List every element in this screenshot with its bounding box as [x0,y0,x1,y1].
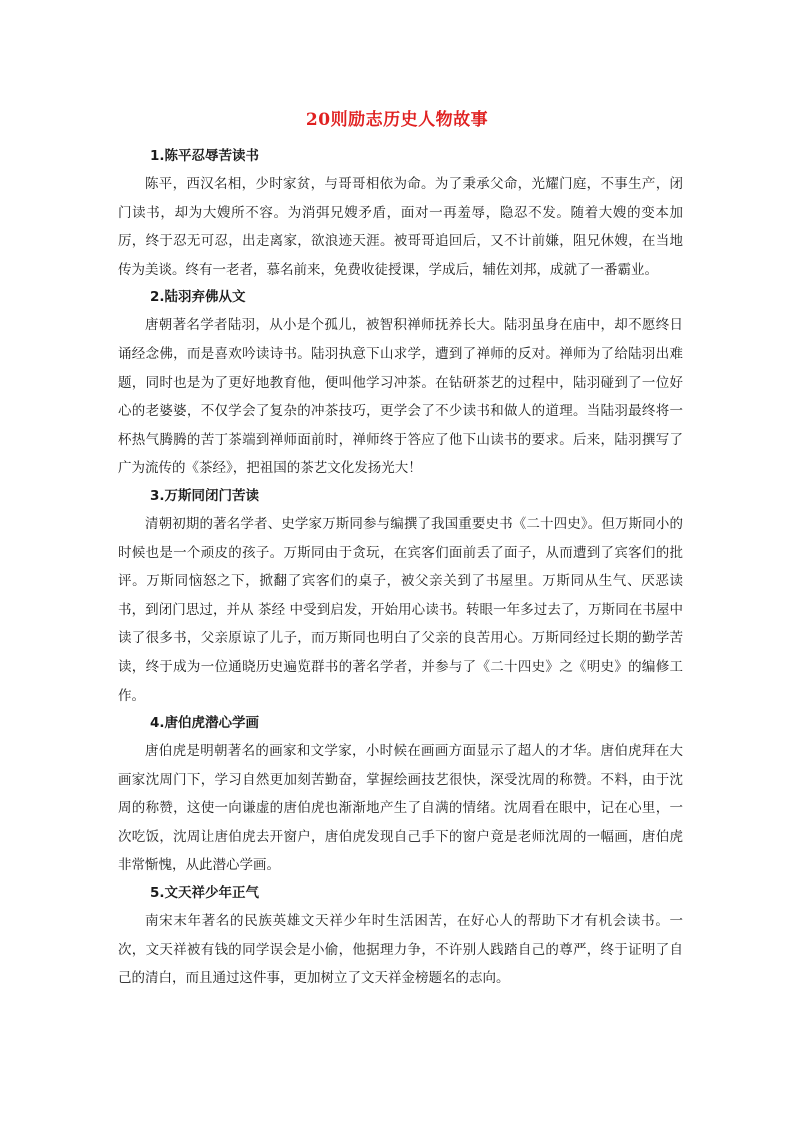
section-heading: 2.陆羽弃佛从文 [150,289,246,306]
section-paragraph: 唐伯虎是明朝著名的画家和文学家，小时候在画画方面显示了超人的才华。唐伯虎拜在大画家沈周门下，学习自然更加刻苦勤奋，掌握绘画技艺很快，深受沈周的称赞。不料，由于沈周的称赞，这使一向谦虚的唐伯虎也渐渐地产生了自满的情绪。沈周看在眼中，记在心里，一次吃饭，沈周让唐伯虎去开窗户，唐伯虎发现自己手下的窗户竟是老师沈周的一幅画，唐伯虎非常惭愧，从此潜心学画。 [118,743,683,874]
section [118,713,683,880]
document-body [118,146,683,996]
section [118,486,683,710]
section [118,146,683,284]
section-heading: 5.文天祥少年正气 [150,885,260,902]
section-paragraph: 清朝初期的著名学者、史学家万斯同参与编撰了我国重要史书《二十四史》。但万斯同小的时候也是一个顽皮的孩子。万斯同由于贪玩，在宾客们面前丢了面子，从而遭到了宾客们的批评。万斯同恼怒之下，掀翻了宾客们的桌子，被父亲关到了书屋里。万斯同从生气、厌恶读书，到闭门思过，并从 茶经 中受到启发，开始用心读书。转眼一年多过去了，万斯同在书屋中读了很多书，父亲原谅了儿子，而万斯同也明白了父亲的良苦用心。万斯同经过长期的勤学苦读，终于成为一位通晓历史遍览群书的著名学者，并参与了《二十四史》之《明史》的编修工作。 [118,515,683,704]
document-title: 20则励志历史人物故事 [305,110,489,130]
section [118,883,683,993]
section-paragraph: 唐朝著名学者陆羽，从小是个孤儿，被智积禅师抚养长大。陆羽虽身在庙中，却不愿终日诵经念佛，而是喜欢吟读诗书。陆羽执意下山求学，遭到了禅师的反对。禅师为了给陆羽出难题，同时也是为了更好地教育他，便叫他学习冲茶。在钻研茶艺的过程中，陆羽碰到了一位好心的老婆婆，不仅学会了复杂的冲茶技巧，更学会了不少读书和做人的道理。当陆羽最终将一杯热气腾腾的苦丁茶端到禅师面前时，禅师终于答应了他下山读书的要求。后来，陆羽撰写了广为流传的《茶经》，把祖国的茶艺文化发扬光大！ [118,317,683,477]
section-paragraph: 南宋末年著名的民族英雄文天祥少年时生活困苦，在好心人的帮助下才有机会读书。一次，文天祥被有钱的同学误会是小偷，他据理力争，不许别人践踏自己的尊严，终于证明了自己的清白，而且通过这件事，更加树立了文天祥金榜题名的志向。 [118,913,683,987]
section-heading: 4.唐伯虎潜心学画 [150,715,260,732]
section-heading: 1.陈平忍辱苦读书 [150,148,260,164]
section-heading: 3.万斯同闭门苦读 [150,487,260,504]
section [118,287,683,483]
section-paragraph: 陈平，西汉名相，少时家贫，与哥哥相依为命。为了秉承父命，光耀门庭，不事生产，闭门读书，却为大嫂所不容。为消弭兄嫂矛盾，面对一再羞辱，隐忍不发。随着大嫂的变本加厉，终于忍无可忍，出走离家，欲浪迹天涯。被哥哥追回后，又不计前嫌，阻兄休嫂，在当地传为美谈。终有一老者，慕名前来，免费收徒授课，学成后，辅佐刘邦，成就了一番霸业。 [118,176,683,278]
